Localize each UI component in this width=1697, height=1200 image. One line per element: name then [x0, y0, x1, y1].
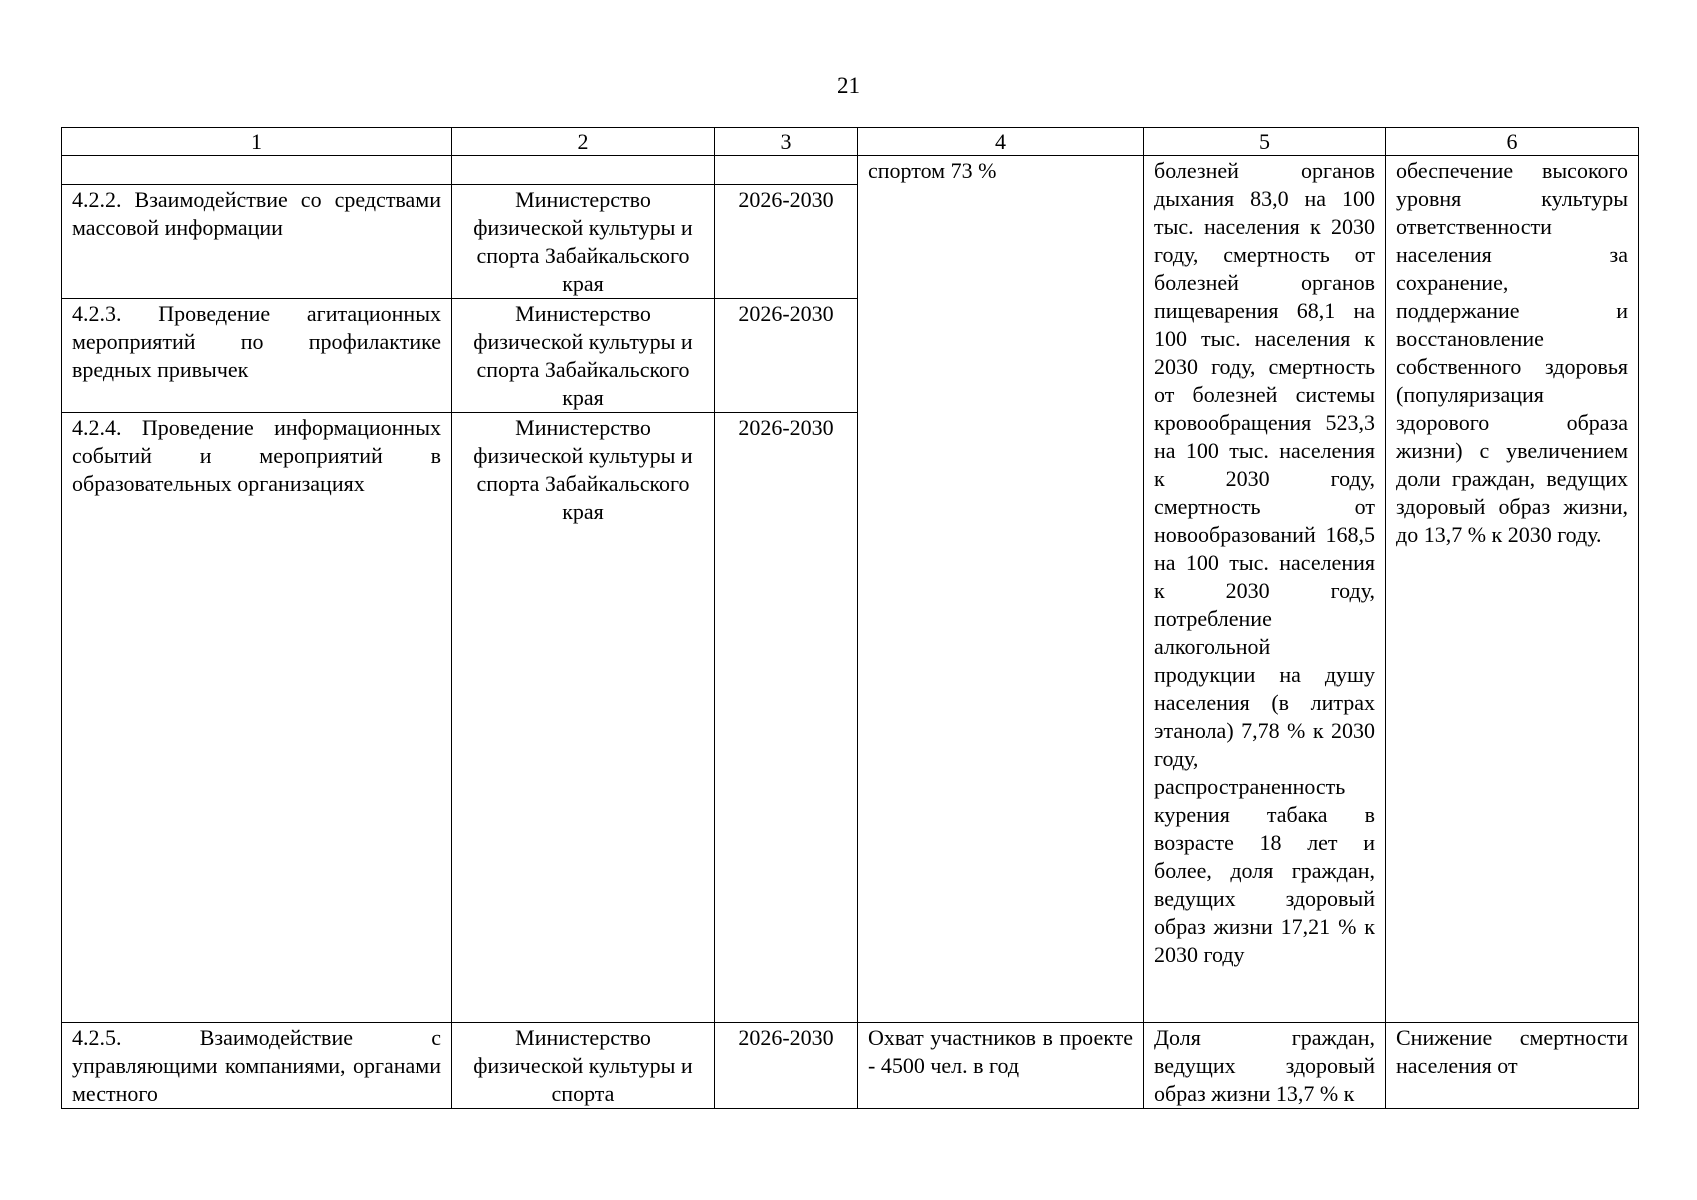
event-cell: 4.2.3. Проведение агитационных мероприятий по профилактике вредных привычек — [62, 299, 452, 413]
responsible-cell: Министерство физической культуры и спорта Забайкальского края — [452, 413, 715, 1023]
header-cell: 5 — [1144, 128, 1386, 156]
effect-cell: обеспечение высокого уровня культуры ответственности населения за сохранение, поддержание и восстановление собственного здоровья (популяризация здорового образа жизни) с увеличением доли граждан, ведущих здоровый образ жизни, до 13,7 % к 2030 году. — [1386, 156, 1639, 1023]
header-row — [62, 128, 1639, 156]
result-cell: спортом 73 % — [858, 156, 1144, 1023]
event-cell: 4.2.5. Взаимодействие с управляющими компаниями, органами местного — [62, 1023, 452, 1109]
event-cell: 4.2.2. Взаимодействие со средствами массовой информации — [62, 185, 452, 299]
period-cell: 2026-2030 — [715, 299, 858, 413]
indicator-cell: Доля граждан, ведущих здоровый образ жизни 13,7 % к — [1144, 1023, 1386, 1109]
empty-cell — [62, 156, 452, 185]
header-cell: 1 — [62, 128, 452, 156]
period-cell: 2026-2030 — [715, 413, 858, 1023]
result-cell: Охват участников в проекте - 4500 чел. в год — [858, 1023, 1144, 1109]
page-number: 21 — [837, 73, 860, 98]
empty-cell — [715, 156, 858, 185]
period-cell: 2026-2030 — [715, 185, 858, 299]
event-cell: 4.2.4. Проведение информационных событий и мероприятий в образовательных организациях — [62, 413, 452, 1023]
responsible-cell: Министерство физической культуры и спорта Забайкальского края — [452, 299, 715, 413]
header-cell: 4 — [858, 128, 1144, 156]
empty-cell — [452, 156, 715, 185]
header-cell: 3 — [715, 128, 858, 156]
measures-table — [61, 127, 1639, 1109]
period-cell: 2026-2030 — [715, 1023, 858, 1109]
responsible-cell: Министерство физической культуры и спорта Забайкальского края — [452, 185, 715, 299]
responsible-cell: Министерство физической культуры и спорта — [452, 1023, 715, 1109]
indicator-cell: болезней органов дыхания 83,0 на 100 тыс. населения к 2030 году, смертность от болезней органов пищеварения 68,1 на 100 тыс. населения к 2030 году, смертность от болезней системы кровообращения 523,3 на 100 тыс. населения к 2030 году, смертность от новообразований 168,5 на 100 тыс. населения к 2030 году, потребление алкогольной продукции на душу населения (в литрах этанола) 7,78 % к 2030 году, распространенность курения табака в возрасте 18 лет и более, доля граждан, ведущих здоровый образ жизни 17,21 % к 2030 году — [1144, 156, 1386, 1023]
header-cell: 6 — [1386, 128, 1639, 156]
header-cell: 2 — [452, 128, 715, 156]
table-row — [62, 156, 1639, 185]
effect-cell: Снижение смертности населения от — [1386, 1023, 1639, 1109]
table-row — [62, 1023, 1639, 1109]
